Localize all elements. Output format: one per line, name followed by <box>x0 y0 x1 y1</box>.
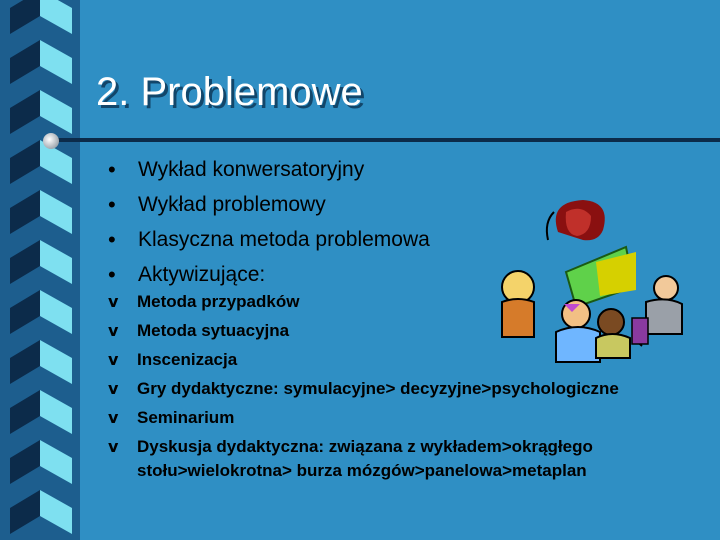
bullet-marker: • <box>108 262 116 287</box>
slide-title: 2. Problemowe <box>96 70 363 114</box>
sub-bullet-marker: v <box>108 408 119 427</box>
title-underline <box>42 130 720 152</box>
sub-item: Gry dydaktyczne: symulacyjne> decyzyjne>psychologiczne <box>137 379 619 398</box>
sub-item: Seminarium <box>137 408 235 427</box>
sub-bullet-marker: v <box>108 437 119 456</box>
bullet-item: Wykład problemowy <box>138 193 326 216</box>
bullet-item: Wykład konwersatoryjny <box>138 158 365 181</box>
left-decorative-band <box>0 0 80 540</box>
sub-bullet-marker: v <box>108 350 119 369</box>
sub-item: Inscenizacja <box>137 350 238 369</box>
sub-bullet-marker: v <box>108 292 119 311</box>
bullet-item: Klasyczna metoda problemowa <box>138 228 430 251</box>
bullet-item: Aktywizujące: <box>138 263 266 286</box>
sub-item: Metoda sytuacyjna <box>137 321 290 340</box>
sub-item: Dyskusja dydaktyczna: związana z wykładem>okrągłego <box>137 437 593 456</box>
discussion-group-clipart <box>496 192 694 372</box>
bullet-marker: • <box>108 192 116 217</box>
bullet-marker: • <box>108 227 116 252</box>
bullet-marker: • <box>108 157 116 182</box>
sub-item: Metoda przypadków <box>137 292 300 311</box>
sub-bullet-marker: v <box>108 321 119 340</box>
sub-item-continuation: stołu>wielokrotna> burza mózgów>panelowa>metaplan <box>137 461 587 480</box>
sub-bullet-marker: v <box>108 379 119 398</box>
